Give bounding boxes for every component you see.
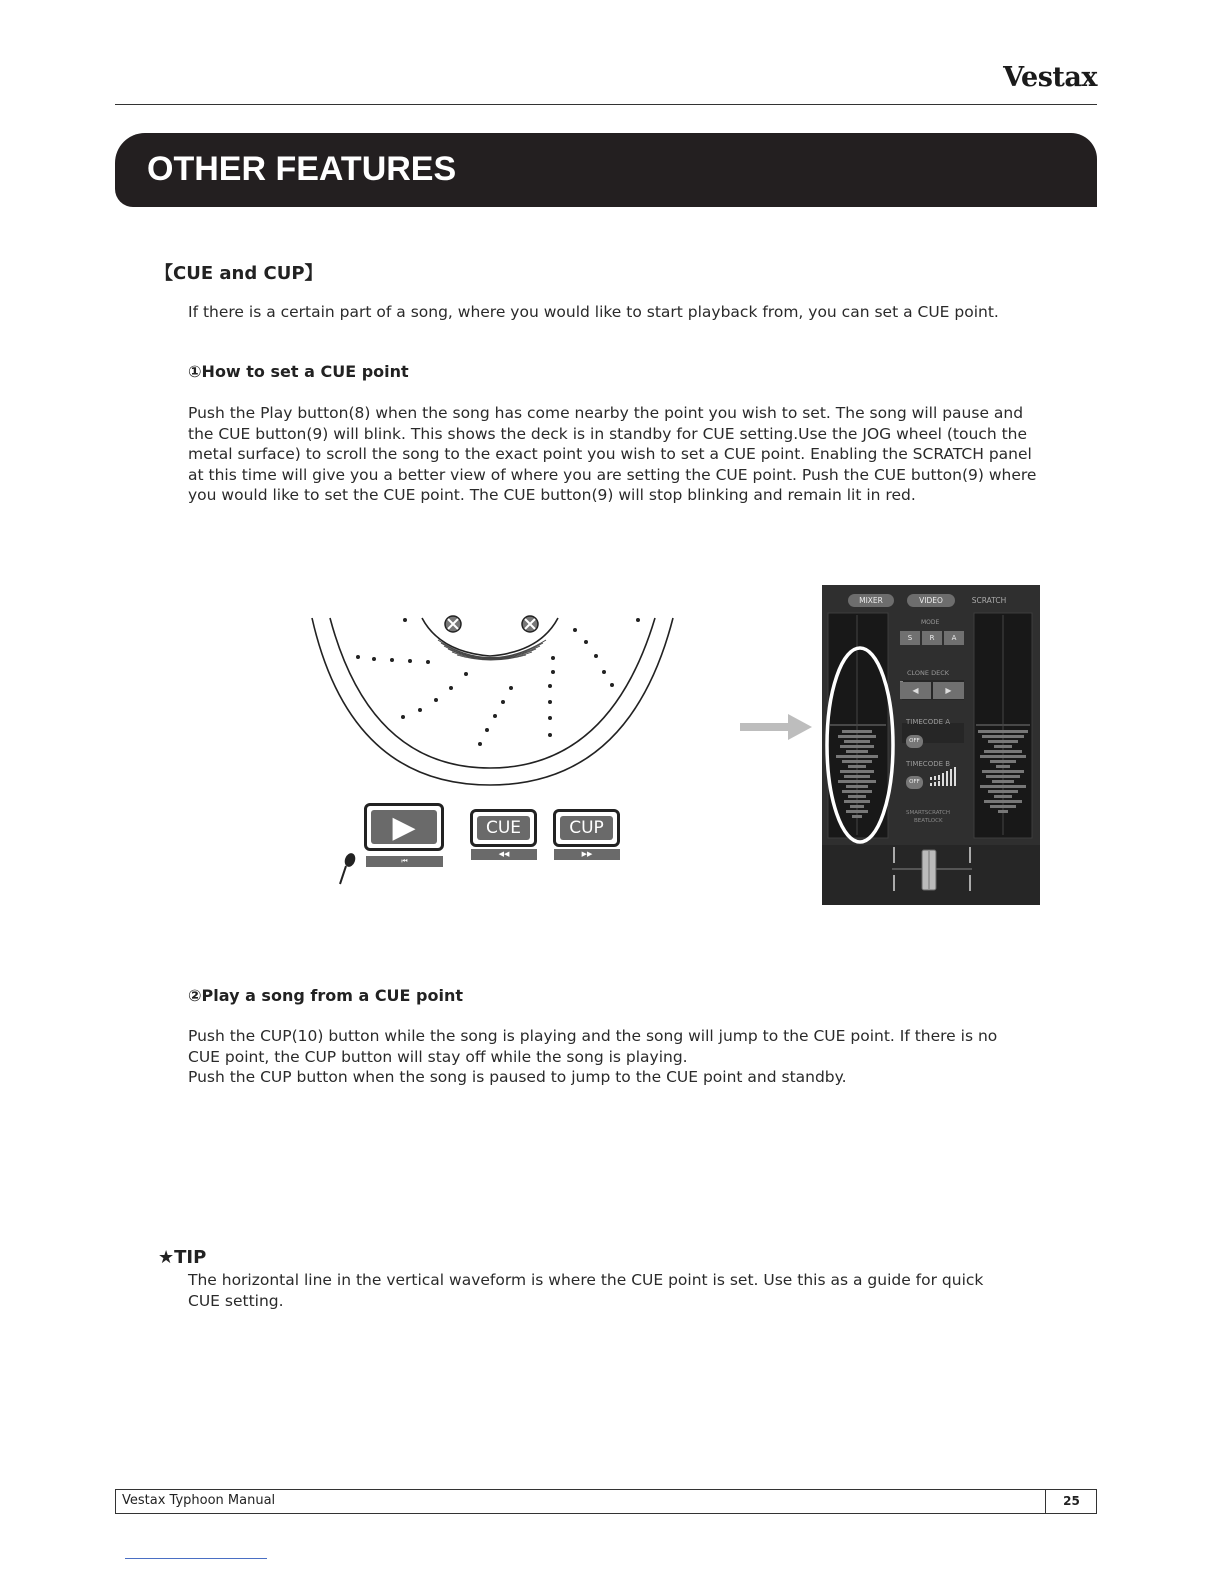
timecode-a-label: TIMECODE A (906, 718, 951, 726)
step2-line: Push the CUP(10) button while the song is playing and the song will jump to the CUE point. If there is no (188, 1027, 998, 1045)
step1-line: metal surface) to scroll the song to the exact point you wish to set a CUE point. Enabling the SCRATCH panel (188, 445, 1032, 463)
banner-title: OTHER FEATURES (147, 150, 457, 188)
step2-line: Push the CUP button when the song is paused to jump to the CUE point and standby. (188, 1068, 847, 1086)
mode-button-a[interactable]: A (944, 631, 964, 645)
clone-right-icon[interactable]: ▶ (933, 682, 964, 699)
cup-label: CUP (560, 816, 613, 840)
mode-label: MODE (921, 619, 940, 626)
step2-paragraph (188, 1026, 997, 1088)
mode-buttons (900, 631, 964, 645)
cue-label: CUE (477, 816, 530, 840)
brand-logo: Vestax (1003, 62, 1097, 93)
arrow-right-icon (740, 712, 814, 742)
section-intro: If there is a certain part of a song, where you would like to start playback from, you can set a CUE point. (188, 303, 999, 321)
timecode-a-toggle[interactable]: OFF (906, 735, 923, 748)
step1-line: the CUE button(9) will blink. This shows the deck is in standby for CUE setting.Use the JOG wheel (touch the (188, 424, 1028, 443)
timecode-b-label: TIMECODE B (906, 760, 951, 768)
cup-bar: ▶▶ (554, 849, 620, 860)
clone-deck-buttons (900, 682, 964, 699)
timecode-b-toggle[interactable]: OFF (906, 776, 923, 789)
play-button[interactable] (364, 803, 444, 851)
tab-scratch[interactable]: SCRATCH (971, 596, 1007, 605)
mode-button-r[interactable]: R (922, 631, 942, 645)
bottom-link-underline (125, 1558, 267, 1559)
mode-button-s[interactable]: S (900, 631, 920, 645)
scratch-panel-screenshot (822, 585, 1040, 905)
tab-video[interactable]: VIDEO (907, 594, 955, 607)
step1-line: you would like to set the CUE point. The CUE button(9) will stop blinking and remain lit in red. (188, 486, 916, 504)
clone-deck-label: CLONE DECK (907, 669, 949, 677)
step2-heading: ②Play a song from a CUE point (188, 986, 464, 1005)
footer-title: Vestax Typhoon Manual (122, 1493, 276, 1508)
tip-paragraph (188, 1270, 983, 1311)
smartscratch-label: SMARTSCRATCH (906, 810, 951, 816)
page-number: 25 (1063, 1494, 1080, 1508)
jog-wheel-illustration (300, 610, 690, 790)
step1-line: at this time will give you a better view of where you are setting the CUE point. Push the CUE button(9) where (188, 465, 1037, 484)
tip-line: The horizontal line in the vertical waveform is where the CUE point is set. Use this as a guide for quick (188, 1271, 984, 1289)
step1-heading: ①How to set a CUE point (188, 362, 409, 381)
play-glyph: ▶ (371, 810, 437, 844)
section-heading: 【CUE and CUP】 (155, 263, 323, 284)
cue-button[interactable] (470, 809, 537, 847)
step1-paragraph (188, 403, 1036, 506)
play-bar: ⏮ (366, 856, 443, 867)
step2-line: CUE point, the CUP button will stay off while the song is playing. (188, 1047, 688, 1066)
cue-bar: ◀◀ (471, 849, 537, 860)
tip-heading: ★TIP (158, 1247, 207, 1268)
step1-line: Push the Play button(8) when the song has come nearby the point you wish to set. The song will pause and (188, 404, 1024, 422)
microphone-icon (336, 852, 360, 886)
header-rule (115, 104, 1097, 105)
tip-line: CUE setting. (188, 1291, 284, 1310)
beatlock-label: BEATLOCK (914, 818, 943, 824)
clone-left-icon[interactable]: ◀ (900, 682, 931, 699)
cup-button[interactable] (553, 809, 620, 847)
tab-mixer[interactable]: MIXER (848, 594, 894, 607)
